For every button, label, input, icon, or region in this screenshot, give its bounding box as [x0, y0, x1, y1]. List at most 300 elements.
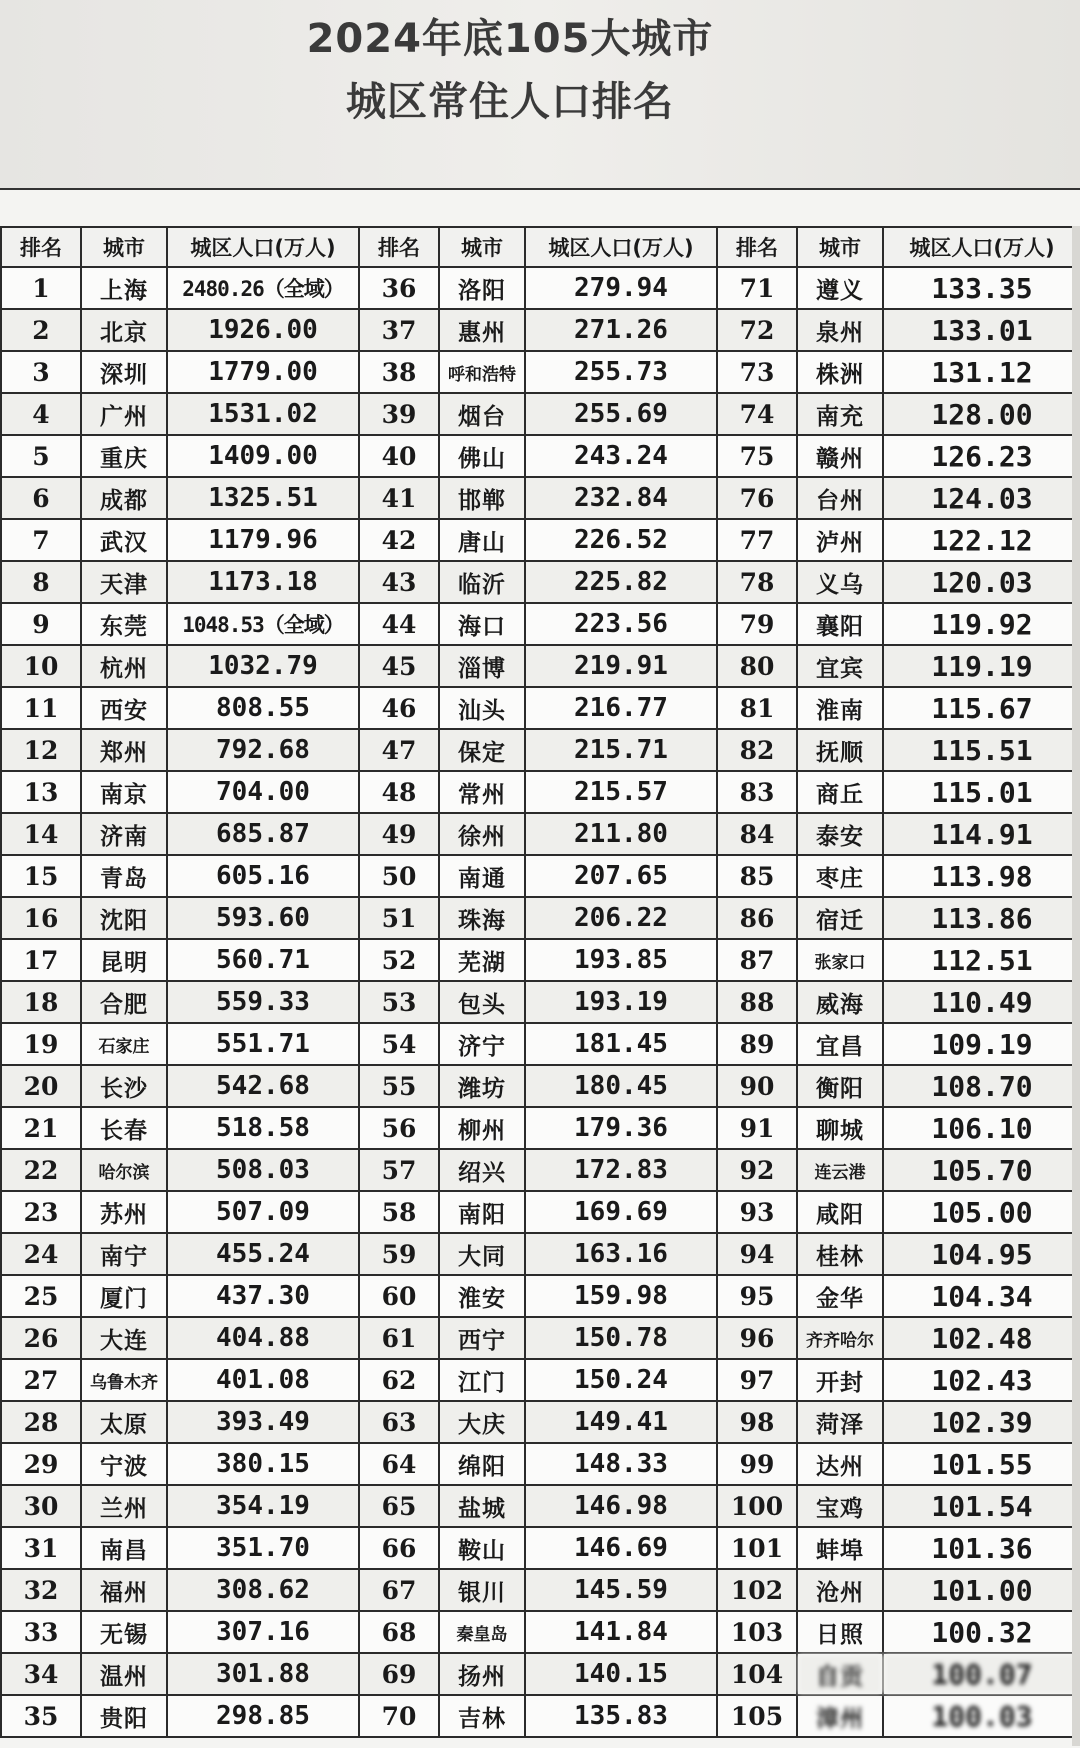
rank-cell: 95 — [717, 1275, 797, 1317]
table-row — [1, 1233, 1080, 1275]
table-row — [1, 435, 1080, 477]
population-cell: 106.10 — [883, 1107, 1080, 1149]
rank-cell: 92 — [717, 1149, 797, 1191]
city-cell: 蚌埠 — [797, 1527, 883, 1569]
table-row — [1, 1275, 1080, 1317]
population-cell: 101.36 — [883, 1527, 1080, 1569]
column-header-population: 城区人口(万人) — [525, 227, 717, 267]
population-cell: 119.19 — [883, 645, 1080, 687]
city-cell: 抚顺 — [797, 729, 883, 771]
population-cell: 301.88 — [167, 1653, 359, 1695]
city-cell: 聊城 — [797, 1107, 883, 1149]
city-cell: 长春 — [81, 1107, 167, 1149]
rank-cell: 53 — [359, 981, 439, 1023]
city-cell: 淄博 — [439, 645, 525, 687]
table-row — [1, 603, 1080, 645]
rank-cell: 89 — [717, 1023, 797, 1065]
rank-cell: 42 — [359, 519, 439, 561]
rank-cell: 19 — [1, 1023, 81, 1065]
table-row — [1, 1443, 1080, 1485]
rank-cell: 20 — [1, 1065, 81, 1107]
population-cell: 104.95 — [883, 1233, 1080, 1275]
rank-cell: 41 — [359, 477, 439, 519]
population-cell: 122.12 — [883, 519, 1080, 561]
population-cell: 105.00 — [883, 1191, 1080, 1233]
rank-cell: 51 — [359, 897, 439, 939]
rank-cell: 56 — [359, 1107, 439, 1149]
city-cell: 义乌 — [797, 561, 883, 603]
city-cell: 菏泽 — [797, 1401, 883, 1443]
table-header-row — [1, 227, 1080, 267]
city-cell: 保定 — [439, 729, 525, 771]
rank-cell: 105 — [717, 1695, 797, 1737]
city-cell: 沈阳 — [81, 897, 167, 939]
population-cell: 393.49 — [167, 1401, 359, 1443]
population-cell: 455.24 — [167, 1233, 359, 1275]
table-row — [1, 897, 1080, 939]
population-cell: 792.68 — [167, 729, 359, 771]
rank-cell: 104 — [717, 1653, 797, 1695]
city-cell: 乌鲁木齐 — [81, 1359, 167, 1401]
rank-cell: 64 — [359, 1443, 439, 1485]
population-cell: 401.08 — [167, 1359, 359, 1401]
population-cell: 179.36 — [525, 1107, 717, 1149]
rank-cell: 11 — [1, 687, 81, 729]
population-cell: 163.16 — [525, 1233, 717, 1275]
table-body — [1, 267, 1080, 1737]
city-cell: 株洲 — [797, 351, 883, 393]
city-cell: 烟台 — [439, 393, 525, 435]
population-cell: 404.88 — [167, 1317, 359, 1359]
rank-cell: 80 — [717, 645, 797, 687]
population-cell: 605.16 — [167, 855, 359, 897]
rank-cell: 59 — [359, 1233, 439, 1275]
city-cell: 衡阳 — [797, 1065, 883, 1107]
rank-cell: 31 — [1, 1527, 81, 1569]
population-cell: 115.01 — [883, 771, 1080, 813]
city-cell: 金华 — [797, 1275, 883, 1317]
rank-cell: 66 — [359, 1527, 439, 1569]
city-cell: 宝鸡 — [797, 1485, 883, 1527]
table-row — [1, 1695, 1080, 1737]
population-cell: 113.98 — [883, 855, 1080, 897]
rank-cell: 94 — [717, 1233, 797, 1275]
rank-cell: 79 — [717, 603, 797, 645]
city-cell: 威海 — [797, 981, 883, 1023]
city-cell: 北京 — [81, 309, 167, 351]
table-row — [1, 771, 1080, 813]
city-cell: 珠海 — [439, 897, 525, 939]
city-cell: 桂林 — [797, 1233, 883, 1275]
rank-cell: 67 — [359, 1569, 439, 1611]
city-cell: 江门 — [439, 1359, 525, 1401]
table-row — [1, 267, 1080, 309]
city-cell: 赣州 — [797, 435, 883, 477]
rank-cell: 100 — [717, 1485, 797, 1527]
table-row — [1, 813, 1080, 855]
population-cell: 1926.00 — [167, 309, 359, 351]
title-area — [0, 0, 1080, 188]
population-cell: 108.70 — [883, 1065, 1080, 1107]
rank-cell: 61 — [359, 1317, 439, 1359]
population-cell: 159.98 — [525, 1275, 717, 1317]
population-cell: 2480.26（全域） — [167, 267, 359, 309]
rank-cell: 50 — [359, 855, 439, 897]
table-row — [1, 1191, 1080, 1233]
population-cell: 1531.02 — [167, 393, 359, 435]
table-row — [1, 1653, 1080, 1695]
population-cell: 307.16 — [167, 1611, 359, 1653]
city-cell: 深圳 — [81, 351, 167, 393]
city-cell: 洛阳 — [439, 267, 525, 309]
city-cell: 青岛 — [81, 855, 167, 897]
table-row — [1, 351, 1080, 393]
rank-cell: 71 — [717, 267, 797, 309]
population-cell: 124.03 — [883, 477, 1080, 519]
rank-cell: 12 — [1, 729, 81, 771]
population-cell: 120.03 — [883, 561, 1080, 603]
city-cell: 天津 — [81, 561, 167, 603]
rank-cell: 69 — [359, 1653, 439, 1695]
rank-cell: 99 — [717, 1443, 797, 1485]
population-cell: 128.00 — [883, 393, 1080, 435]
rank-cell: 85 — [717, 855, 797, 897]
population-cell: 181.45 — [525, 1023, 717, 1065]
rank-cell: 75 — [717, 435, 797, 477]
rank-cell: 34 — [1, 1653, 81, 1695]
city-cell: 大同 — [439, 1233, 525, 1275]
rank-cell: 14 — [1, 813, 81, 855]
population-cell: 1173.18 — [167, 561, 359, 603]
population-cell: 219.91 — [525, 645, 717, 687]
city-cell: 徐州 — [439, 813, 525, 855]
rank-cell: 2 — [1, 309, 81, 351]
population-cell: 100.07 — [883, 1653, 1080, 1695]
population-cell: 102.39 — [883, 1401, 1080, 1443]
population-cell: 206.22 — [525, 897, 717, 939]
city-cell: 汕头 — [439, 687, 525, 729]
population-cell: 211.80 — [525, 813, 717, 855]
city-cell: 兰州 — [81, 1485, 167, 1527]
city-cell: 秦皇岛 — [439, 1611, 525, 1653]
city-cell: 惠州 — [439, 309, 525, 351]
population-cell: 226.52 — [525, 519, 717, 561]
city-cell: 扬州 — [439, 1653, 525, 1695]
rank-cell: 82 — [717, 729, 797, 771]
city-cell: 泸州 — [797, 519, 883, 561]
population-cell: 207.65 — [525, 855, 717, 897]
city-cell: 潍坊 — [439, 1065, 525, 1107]
population-cell: 133.01 — [883, 309, 1080, 351]
city-cell: 日照 — [797, 1611, 883, 1653]
city-cell: 鞍山 — [439, 1527, 525, 1569]
population-cell: 131.12 — [883, 351, 1080, 393]
rank-cell: 49 — [359, 813, 439, 855]
table-row — [1, 1401, 1080, 1443]
population-cell: 150.24 — [525, 1359, 717, 1401]
population-cell: 279.94 — [525, 267, 717, 309]
population-cell: 135.83 — [525, 1695, 717, 1737]
population-cell: 113.86 — [883, 897, 1080, 939]
rank-cell: 57 — [359, 1149, 439, 1191]
population-cell: 126.23 — [883, 435, 1080, 477]
population-cell: 193.19 — [525, 981, 717, 1023]
table-row — [1, 1611, 1080, 1653]
column-header-rank: 排名 — [717, 227, 797, 267]
population-cell: 216.77 — [525, 687, 717, 729]
table-row — [1, 393, 1080, 435]
population-cell: 133.35 — [883, 267, 1080, 309]
city-cell: 齐齐哈尔 — [797, 1317, 883, 1359]
city-cell: 沧州 — [797, 1569, 883, 1611]
rank-cell: 26 — [1, 1317, 81, 1359]
population-cell: 149.41 — [525, 1401, 717, 1443]
rank-cell: 98 — [717, 1401, 797, 1443]
rank-cell: 63 — [359, 1401, 439, 1443]
city-cell: 淮南 — [797, 687, 883, 729]
population-cell: 100.32 — [883, 1611, 1080, 1653]
column-header-city: 城市 — [81, 227, 167, 267]
population-cell: 593.60 — [167, 897, 359, 939]
population-cell: 146.98 — [525, 1485, 717, 1527]
city-cell: 厦门 — [81, 1275, 167, 1317]
city-cell: 临沂 — [439, 561, 525, 603]
right-edge-strip — [1072, 226, 1080, 1746]
rank-cell: 90 — [717, 1065, 797, 1107]
column-header-population: 城区人口(万人) — [883, 227, 1080, 267]
city-cell: 杭州 — [81, 645, 167, 687]
city-cell: 台州 — [797, 477, 883, 519]
population-cell: 105.70 — [883, 1149, 1080, 1191]
rank-cell: 32 — [1, 1569, 81, 1611]
population-cell: 109.19 — [883, 1023, 1080, 1065]
table-row — [1, 729, 1080, 771]
table-row — [1, 1569, 1080, 1611]
rank-cell: 1 — [1, 267, 81, 309]
rank-cell: 74 — [717, 393, 797, 435]
table-row — [1, 519, 1080, 561]
population-cell: 518.58 — [167, 1107, 359, 1149]
rank-cell: 86 — [717, 897, 797, 939]
population-cell: 232.84 — [525, 477, 717, 519]
city-cell: 吉林 — [439, 1695, 525, 1737]
city-cell: 东莞 — [81, 603, 167, 645]
rank-cell: 68 — [359, 1611, 439, 1653]
population-cell: 1032.79 — [167, 645, 359, 687]
city-cell: 泉州 — [797, 309, 883, 351]
rank-cell: 73 — [717, 351, 797, 393]
population-cell: 437.30 — [167, 1275, 359, 1317]
rank-cell: 54 — [359, 1023, 439, 1065]
city-cell: 哈尔滨 — [81, 1149, 167, 1191]
rank-cell: 3 — [1, 351, 81, 393]
population-cell: 298.85 — [167, 1695, 359, 1737]
city-cell: 南通 — [439, 855, 525, 897]
city-cell: 西宁 — [439, 1317, 525, 1359]
rank-cell: 44 — [359, 603, 439, 645]
city-cell: 济南 — [81, 813, 167, 855]
city-cell: 唐山 — [439, 519, 525, 561]
city-cell: 南昌 — [81, 1527, 167, 1569]
city-cell: 张家口 — [797, 939, 883, 981]
population-cell: 169.69 — [525, 1191, 717, 1233]
rank-cell: 15 — [1, 855, 81, 897]
rank-cell: 36 — [359, 267, 439, 309]
population-cell: 308.62 — [167, 1569, 359, 1611]
column-header-city: 城市 — [797, 227, 883, 267]
rank-cell: 83 — [717, 771, 797, 813]
rank-cell: 21 — [1, 1107, 81, 1149]
table-row — [1, 1149, 1080, 1191]
rank-cell: 25 — [1, 1275, 81, 1317]
population-cell: 808.55 — [167, 687, 359, 729]
population-ranking-table — [0, 226, 1080, 1738]
population-cell: 271.26 — [525, 309, 717, 351]
population-cell: 119.92 — [883, 603, 1080, 645]
population-cell: 140.15 — [525, 1653, 717, 1695]
table-row — [1, 477, 1080, 519]
population-cell: 559.33 — [167, 981, 359, 1023]
rank-cell: 9 — [1, 603, 81, 645]
rank-cell: 7 — [1, 519, 81, 561]
rank-cell: 78 — [717, 561, 797, 603]
table-row — [1, 1023, 1080, 1065]
city-cell: 南宁 — [81, 1233, 167, 1275]
city-cell: 成都 — [81, 477, 167, 519]
table-row — [1, 1359, 1080, 1401]
city-cell: 石家庄 — [81, 1023, 167, 1065]
population-cell: 172.83 — [525, 1149, 717, 1191]
city-cell: 温州 — [81, 1653, 167, 1695]
population-cell: 380.15 — [167, 1443, 359, 1485]
city-cell: 包头 — [439, 981, 525, 1023]
population-cell: 110.49 — [883, 981, 1080, 1023]
rank-cell: 102 — [717, 1569, 797, 1611]
rank-cell: 91 — [717, 1107, 797, 1149]
rank-cell: 30 — [1, 1485, 81, 1527]
rank-cell: 62 — [359, 1359, 439, 1401]
rank-cell: 28 — [1, 1401, 81, 1443]
rank-cell: 37 — [359, 309, 439, 351]
city-cell: 西安 — [81, 687, 167, 729]
rank-cell: 4 — [1, 393, 81, 435]
city-cell: 苏州 — [81, 1191, 167, 1233]
rank-cell: 87 — [717, 939, 797, 981]
population-cell: 704.00 — [167, 771, 359, 813]
city-cell: 南充 — [797, 393, 883, 435]
city-cell: 绵阳 — [439, 1443, 525, 1485]
table-row — [1, 687, 1080, 729]
column-header-city: 城市 — [439, 227, 525, 267]
population-cell: 150.78 — [525, 1317, 717, 1359]
table-row — [1, 561, 1080, 603]
rank-cell: 35 — [1, 1695, 81, 1737]
population-cell: 215.57 — [525, 771, 717, 813]
rank-cell: 23 — [1, 1191, 81, 1233]
population-cell: 114.91 — [883, 813, 1080, 855]
city-cell: 郑州 — [81, 729, 167, 771]
rank-cell: 88 — [717, 981, 797, 1023]
city-cell: 芜湖 — [439, 939, 525, 981]
rank-cell: 96 — [717, 1317, 797, 1359]
city-cell: 达州 — [797, 1443, 883, 1485]
population-cell: 101.55 — [883, 1443, 1080, 1485]
population-cell: 112.51 — [883, 939, 1080, 981]
city-cell: 合肥 — [81, 981, 167, 1023]
city-cell: 重庆 — [81, 435, 167, 477]
population-cell: 255.69 — [525, 393, 717, 435]
city-cell: 大连 — [81, 1317, 167, 1359]
rank-cell: 8 — [1, 561, 81, 603]
city-cell: 上海 — [81, 267, 167, 309]
population-cell: 551.71 — [167, 1023, 359, 1065]
city-cell: 宿迁 — [797, 897, 883, 939]
rank-cell: 38 — [359, 351, 439, 393]
rank-cell: 84 — [717, 813, 797, 855]
table-row — [1, 1107, 1080, 1149]
city-cell: 武汉 — [81, 519, 167, 561]
population-cell: 100.03 — [883, 1695, 1080, 1737]
city-cell: 柳州 — [439, 1107, 525, 1149]
city-cell: 邯郸 — [439, 477, 525, 519]
city-cell: 福州 — [81, 1569, 167, 1611]
rank-cell: 81 — [717, 687, 797, 729]
population-cell: 351.70 — [167, 1527, 359, 1569]
rank-cell: 70 — [359, 1695, 439, 1737]
city-cell: 长沙 — [81, 1065, 167, 1107]
rank-cell: 76 — [717, 477, 797, 519]
column-header-rank: 排名 — [1, 227, 81, 267]
city-cell: 枣庄 — [797, 855, 883, 897]
rank-cell: 18 — [1, 981, 81, 1023]
population-cell: 1179.96 — [167, 519, 359, 561]
rank-cell: 6 — [1, 477, 81, 519]
rank-cell: 17 — [1, 939, 81, 981]
population-cell: 104.34 — [883, 1275, 1080, 1317]
city-cell: 淮安 — [439, 1275, 525, 1317]
population-cell: 223.56 — [525, 603, 717, 645]
population-cell: 685.87 — [167, 813, 359, 855]
rank-cell: 101 — [717, 1527, 797, 1569]
rank-cell: 43 — [359, 561, 439, 603]
population-cell: 115.51 — [883, 729, 1080, 771]
city-cell: 盐城 — [439, 1485, 525, 1527]
rank-cell: 52 — [359, 939, 439, 981]
city-cell: 贵阳 — [81, 1695, 167, 1737]
population-cell: 115.67 — [883, 687, 1080, 729]
city-cell: 连云港 — [797, 1149, 883, 1191]
table-row — [1, 1317, 1080, 1359]
city-cell: 银川 — [439, 1569, 525, 1611]
table-row — [1, 1485, 1080, 1527]
population-cell: 1048.53（全域） — [167, 603, 359, 645]
rank-cell: 29 — [1, 1443, 81, 1485]
population-cell: 101.00 — [883, 1569, 1080, 1611]
rank-cell: 46 — [359, 687, 439, 729]
city-cell: 广州 — [81, 393, 167, 435]
city-cell: 太原 — [81, 1401, 167, 1443]
city-cell: 咸阳 — [797, 1191, 883, 1233]
page-title: 2024年底105大城市城区常住人口排名 — [306, 16, 714, 125]
rank-cell: 97 — [717, 1359, 797, 1401]
population-cell: 102.43 — [883, 1359, 1080, 1401]
population-cell: 560.71 — [167, 939, 359, 981]
city-cell: 开封 — [797, 1359, 883, 1401]
population-cell: 1325.51 — [167, 477, 359, 519]
city-cell: 遵义 — [797, 267, 883, 309]
city-cell: 绍兴 — [439, 1149, 525, 1191]
city-cell: 自贡 — [797, 1653, 883, 1695]
